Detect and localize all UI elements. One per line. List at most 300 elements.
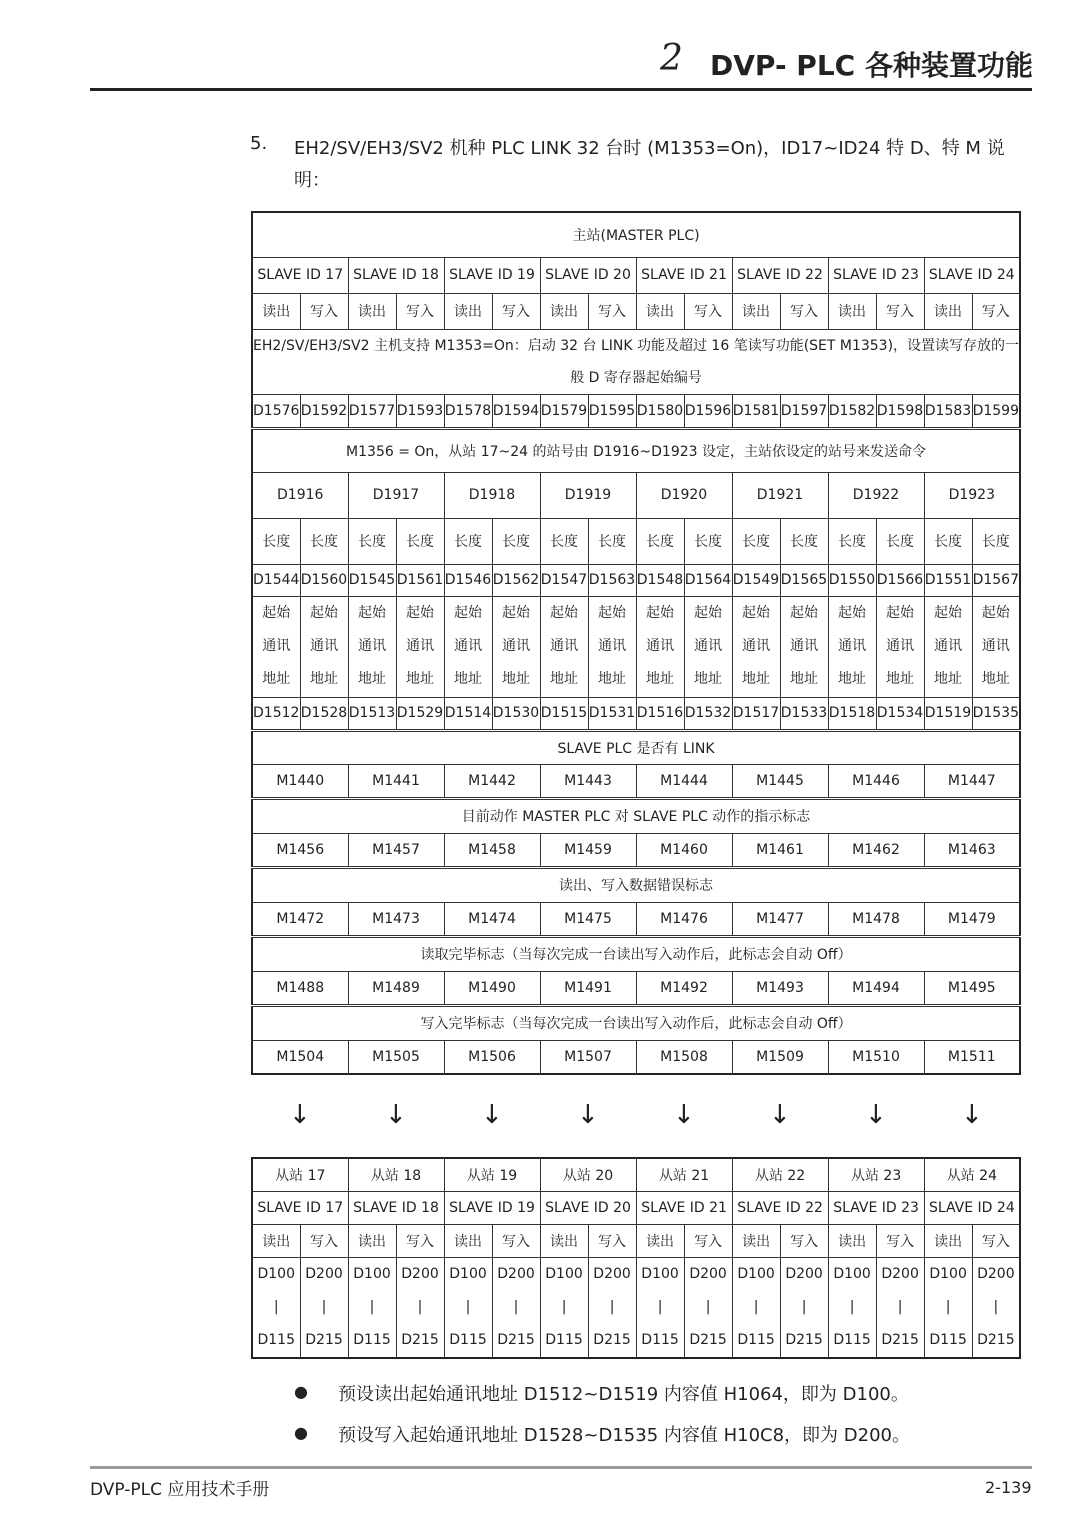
master-rw-cell: 写入: [876, 293, 924, 329]
bullet-2-dot: ●: [294, 1423, 308, 1442]
range-end: D115: [641, 1331, 679, 1348]
station-reg-cell: D1919: [540, 472, 636, 518]
slave-range-cell: [636, 1257, 684, 1358]
addr-label-line-2: 通讯: [454, 638, 482, 654]
d-length-cell: D1561: [396, 564, 444, 596]
addr-label-line-2: 通讯: [502, 638, 530, 654]
m-link-cell: M1444: [636, 764, 732, 798]
m-read-done-cell: M1493: [732, 971, 828, 1005]
slave-range-cell: [780, 1257, 828, 1358]
m-action-cell: M1459: [540, 833, 636, 867]
m-action-cell: M1461: [732, 833, 828, 867]
down-arrow-icon: ↓: [961, 1100, 983, 1130]
addr-label-cell: [348, 596, 396, 697]
slave-rw-cell: 写入: [396, 1224, 444, 1257]
addr-label-line-3: 地址: [406, 671, 434, 687]
m-read-done-cell: M1495: [924, 971, 1020, 1005]
d-addr-cell: D1516: [636, 697, 684, 730]
master-slave-id-cell: SLAVE ID 22: [732, 257, 828, 293]
addr-label-cell: [780, 596, 828, 697]
addr-label-line-3: 地址: [598, 671, 626, 687]
addr-label-line-1: 起始: [262, 605, 291, 621]
addr-label-line-1: 起始: [981, 605, 1010, 621]
d-start-cell: D1597: [780, 394, 828, 428]
footer-rule: [90, 1466, 1032, 1469]
slave-range-cell: [828, 1257, 876, 1358]
master-slave-id-cell: SLAVE ID 24: [924, 257, 1020, 293]
range-end: D115: [449, 1331, 487, 1348]
link-title: SLAVE PLC 是否有 LINK: [252, 730, 1020, 764]
down-arrow-icon: ↓: [289, 1100, 311, 1130]
addr-label-line-2: 通讯: [790, 638, 818, 654]
d-addr-cell: D1513: [348, 697, 396, 730]
range-bar: |: [465, 1298, 471, 1315]
item-number: 5.: [250, 133, 268, 154]
range-start: D200: [497, 1265, 535, 1282]
range-start: D200: [305, 1265, 343, 1282]
range-end: D215: [881, 1331, 919, 1348]
m-error-cell: M1472: [252, 902, 348, 936]
master-slave-id-cell: SLAVE ID 18: [348, 257, 444, 293]
d-addr-cell: D1517: [732, 697, 780, 730]
master-rw-cell: 读出: [252, 293, 300, 329]
slave-rw-cell: 读出: [924, 1224, 972, 1257]
m-action-cell: M1460: [636, 833, 732, 867]
addr-label-cell: [252, 596, 300, 697]
slave-range-cell: [300, 1257, 348, 1358]
slave-range-cell: [492, 1257, 540, 1358]
slave-range-cell: [732, 1257, 780, 1358]
station-reg-cell: D1923: [924, 472, 1020, 518]
addr-label-line-3: 地址: [550, 671, 578, 687]
d-start-cell: D1599: [972, 394, 1020, 428]
slave-rw-cell: 读出: [732, 1224, 780, 1257]
slave-range-cell: [684, 1257, 732, 1358]
d-length-cell: D1547: [540, 564, 588, 596]
d-length-cell: D1566: [876, 564, 924, 596]
range-bar: |: [321, 1298, 327, 1315]
master-slave-id-cell: SLAVE ID 23: [828, 257, 924, 293]
slave-rw-cell: 读出: [444, 1224, 492, 1257]
m-write-done-cell: M1504: [252, 1040, 348, 1074]
chapter-title: DVP- PLC 各种装置功能: [710, 49, 1033, 82]
d-length-cell: D1549: [732, 564, 780, 596]
length-label-cell: 长度: [300, 518, 348, 564]
addr-label-line-3: 地址: [838, 671, 866, 687]
slave-station-cell: 从站 19: [444, 1158, 540, 1191]
range-start: D200: [401, 1265, 439, 1282]
down-arrow-icon: ↓: [769, 1100, 791, 1130]
slave-rw-cell: 读出: [252, 1224, 300, 1257]
d-start-cell: D1579: [540, 394, 588, 428]
slave-id-cell: SLAVE ID 19: [444, 1191, 540, 1224]
addr-label-line-3: 地址: [790, 671, 818, 687]
range-start: D100: [545, 1265, 583, 1282]
length-label-cell: 长度: [684, 518, 732, 564]
m-link-cell: M1441: [348, 764, 444, 798]
m-error-cell: M1478: [828, 902, 924, 936]
down-arrow-icon: ↓: [385, 1100, 407, 1130]
addr-label-cell: [876, 596, 924, 697]
m-write-done-cell: M1509: [732, 1040, 828, 1074]
m-link-cell: M1446: [828, 764, 924, 798]
slave-id-cell: SLAVE ID 17: [252, 1191, 348, 1224]
range-start: D100: [353, 1265, 391, 1282]
addr-label-cell: [396, 596, 444, 697]
range-end: D215: [305, 1331, 343, 1348]
length-label-cell: 长度: [588, 518, 636, 564]
station-reg-cell: D1920: [636, 472, 732, 518]
slave-range-cell: [540, 1257, 588, 1358]
d-start-cell: D1576: [252, 394, 300, 428]
master-rw-cell: 写入: [396, 293, 444, 329]
addr-label-cell: [444, 596, 492, 697]
range-start: D200: [881, 1265, 919, 1282]
m-read-done-cell: M1488: [252, 971, 348, 1005]
slave-rw-cell: 写入: [780, 1224, 828, 1257]
d-start-cell: D1583: [924, 394, 972, 428]
length-label-cell: 长度: [876, 518, 924, 564]
addr-label-line-2: 通讯: [934, 638, 962, 654]
slave-rw-cell: 写入: [492, 1224, 540, 1257]
range-start: D200: [785, 1265, 823, 1282]
range-bar: |: [609, 1298, 615, 1315]
down-arrow-icon: ↓: [673, 1100, 695, 1130]
support-note: EH2/SV/EH3/SV2 主机支持 M1353=On：启动 32 台 LINK 功能及超过 16 笔读写功能(SET M1353)，设置读写存放的一般 D 寄存器起始编号: [252, 329, 1020, 394]
m-write-done-cell: M1505: [348, 1040, 444, 1074]
addr-label-line-3: 地址: [502, 671, 530, 687]
d-addr-cell: D1530: [492, 697, 540, 730]
length-label-cell: 长度: [636, 518, 684, 564]
d-addr-cell: D1519: [924, 697, 972, 730]
d-length-cell: D1560: [300, 564, 348, 596]
addr-label-cell: [732, 596, 780, 697]
addr-label-line-3: 地址: [454, 671, 482, 687]
m-read-done-cell: M1492: [636, 971, 732, 1005]
m-error-cell: M1474: [444, 902, 540, 936]
m-error-cell: M1477: [732, 902, 828, 936]
addr-label-line-2: 通讯: [694, 638, 722, 654]
d-addr-cell: D1514: [444, 697, 492, 730]
addr-label-cell: [684, 596, 732, 697]
master-slave-id-cell: SLAVE ID 17: [252, 257, 348, 293]
addr-label-line-1: 起始: [310, 605, 338, 621]
addr-label-line-1: 起始: [454, 605, 482, 621]
length-label-cell: 长度: [444, 518, 492, 564]
slave-station-cell: 从站 20: [540, 1158, 636, 1191]
length-label-cell: 长度: [924, 518, 972, 564]
down-arrow-icon: ↓: [577, 1100, 599, 1130]
slave-range-cell: [396, 1257, 444, 1358]
write-done-title: 写入完毕标志（当每次完成一台读出写入动作后，此标志会自动 Off）: [252, 1005, 1020, 1040]
range-bar: |: [945, 1298, 951, 1315]
station-reg-cell: D1917: [348, 472, 444, 518]
addr-label-line-1: 起始: [358, 605, 386, 621]
addr-label-line-2: 通讯: [550, 638, 578, 654]
d-start-cell: D1580: [636, 394, 684, 428]
range-start: D100: [257, 1265, 295, 1282]
length-label-cell: 长度: [732, 518, 780, 564]
d-start-cell: D1596: [684, 394, 732, 428]
m-write-done-cell: M1510: [828, 1040, 924, 1074]
range-end: D115: [737, 1331, 775, 1348]
master-title: 主站(MASTER PLC): [252, 212, 1020, 257]
m-link-cell: M1447: [924, 764, 1020, 798]
range-end: D215: [689, 1331, 727, 1348]
range-start: D100: [449, 1265, 487, 1282]
slave-id-cell: SLAVE ID 23: [828, 1191, 924, 1224]
d-length-cell: D1567: [972, 564, 1020, 596]
range-end: D115: [353, 1331, 391, 1348]
master-rw-cell: 读出: [540, 293, 588, 329]
bullet-2: 预设写入起始通讯地址 D1528~D1535 内容值 H10C8，即为 D200。: [338, 1425, 910, 1446]
length-label-cell: 长度: [972, 518, 1020, 564]
addr-label-line-2: 通讯: [358, 638, 386, 654]
master-rw-cell: 写入: [492, 293, 540, 329]
d-addr-cell: D1515: [540, 697, 588, 730]
range-end: D215: [785, 1331, 823, 1348]
range-end: D215: [497, 1331, 535, 1348]
addr-label-cell: [300, 596, 348, 697]
addr-label-line-2: 通讯: [310, 638, 338, 654]
range-end: D115: [929, 1331, 967, 1348]
slave-station-cell: 从站 23: [828, 1158, 924, 1191]
m-error-cell: M1479: [924, 902, 1020, 936]
addr-label-line-2: 通讯: [646, 638, 674, 654]
addr-label-line-3: 地址: [694, 671, 722, 687]
addr-label-line-2: 通讯: [406, 638, 434, 654]
length-label-cell: 长度: [540, 518, 588, 564]
d-start-cell: D1577: [348, 394, 396, 428]
range-bar: |: [705, 1298, 711, 1315]
range-bar: |: [417, 1298, 423, 1315]
addr-label-line-3: 地址: [310, 671, 338, 687]
master-rw-cell: 写入: [300, 293, 348, 329]
d-addr-cell: D1532: [684, 697, 732, 730]
d-start-cell: D1598: [876, 394, 924, 428]
m-link-cell: M1440: [252, 764, 348, 798]
d-length-cell: D1550: [828, 564, 876, 596]
slave-range-cell: [252, 1257, 300, 1358]
range-end: D115: [545, 1331, 583, 1348]
addr-label-line-1: 起始: [886, 605, 914, 621]
range-start: D100: [929, 1265, 967, 1282]
item-text: EH2/SV/EH3/SV2 机种 PLC LINK 32 台时 (M1353=On)，ID17~ID24 特 D、特 M 说明：: [294, 138, 1005, 191]
addr-label-cell: [588, 596, 636, 697]
addr-label-line-3: 地址: [262, 671, 291, 687]
addr-label-line-1: 起始: [790, 605, 818, 621]
m-link-cell: M1442: [444, 764, 540, 798]
range-start: D200: [977, 1265, 1015, 1282]
m-action-cell: M1458: [444, 833, 540, 867]
d-addr-cell: D1529: [396, 697, 444, 730]
down-arrow-icon: ↓: [481, 1100, 503, 1130]
m-write-done-cell: M1507: [540, 1040, 636, 1074]
range-end: D215: [593, 1331, 631, 1348]
slave-station-cell: 从站 22: [732, 1158, 828, 1191]
d-length-cell: D1544: [252, 564, 300, 596]
d-length-cell: D1548: [636, 564, 684, 596]
addr-label-line-1: 起始: [646, 605, 674, 621]
d-addr-cell: D1531: [588, 697, 636, 730]
m-read-done-cell: M1489: [348, 971, 444, 1005]
m-link-cell: M1443: [540, 764, 636, 798]
master-rw-cell: 读出: [924, 293, 972, 329]
m-error-cell: M1475: [540, 902, 636, 936]
station-reg-cell: D1916: [252, 472, 348, 518]
slave-rw-cell: 写入: [876, 1224, 924, 1257]
master-slave-id-cell: SLAVE ID 20: [540, 257, 636, 293]
read-done-title: 读取完毕标志（当每次完成一台读出写入动作后，此标志会自动 Off）: [252, 936, 1020, 971]
addr-label-line-1: 起始: [934, 605, 962, 621]
slave-rw-cell: 读出: [636, 1224, 684, 1257]
master-rw-cell: 写入: [972, 293, 1020, 329]
addr-label-line-2: 通讯: [262, 638, 291, 654]
d-addr-cell: D1535: [972, 697, 1020, 730]
d-addr-cell: D1518: [828, 697, 876, 730]
master-rw-cell: 读出: [636, 293, 684, 329]
length-label-cell: 长度: [492, 518, 540, 564]
chapter-number: 2: [660, 38, 683, 79]
m-action-cell: M1462: [828, 833, 924, 867]
d-start-cell: D1592: [300, 394, 348, 428]
m-action-cell: M1456: [252, 833, 348, 867]
slave-rw-cell: 读出: [348, 1224, 396, 1257]
range-end: D215: [401, 1331, 439, 1348]
range-end: D115: [833, 1331, 871, 1348]
range-start: D100: [737, 1265, 775, 1282]
master-slave-id-cell: SLAVE ID 21: [636, 257, 732, 293]
footer-left: DVP-PLC 应用技术手册: [90, 1480, 270, 1500]
master-table: [251, 211, 1021, 1075]
m-action-cell: M1457: [348, 833, 444, 867]
station-reg-cell: D1921: [732, 472, 828, 518]
range-bar: |: [897, 1298, 903, 1315]
addr-label-line-1: 起始: [502, 605, 530, 621]
slave-rw-cell: 读出: [828, 1224, 876, 1257]
m-write-done-cell: M1508: [636, 1040, 732, 1074]
range-bar: |: [753, 1298, 759, 1315]
d-start-cell: D1595: [588, 394, 636, 428]
length-label-cell: 长度: [348, 518, 396, 564]
master-rw-cell: 写入: [780, 293, 828, 329]
range-bar: |: [657, 1298, 663, 1315]
range-bar: |: [849, 1298, 855, 1315]
master-rw-cell: 读出: [444, 293, 492, 329]
master-rw-cell: 写入: [684, 293, 732, 329]
addr-label-line-2: 通讯: [886, 638, 914, 654]
addr-label-cell: [972, 596, 1020, 697]
m-write-done-cell: M1506: [444, 1040, 540, 1074]
master-rw-cell: 读出: [348, 293, 396, 329]
addr-label-line-1: 起始: [598, 605, 626, 621]
d-start-cell: D1593: [396, 394, 444, 428]
range-end: D115: [257, 1331, 295, 1348]
addr-label-line-3: 地址: [934, 671, 962, 687]
slave-id-cell: SLAVE ID 20: [540, 1191, 636, 1224]
slave-rw-cell: 写入: [972, 1224, 1020, 1257]
slave-station-cell: 从站 24: [924, 1158, 1020, 1191]
range-bar: |: [369, 1298, 375, 1315]
d-length-cell: D1564: [684, 564, 732, 596]
addr-label-line-3: 地址: [981, 671, 1010, 687]
d-length-cell: D1545: [348, 564, 396, 596]
addr-label-line-2: 通讯: [598, 638, 626, 654]
range-bar: |: [513, 1298, 519, 1315]
addr-label-line-2: 通讯: [838, 638, 866, 654]
slave-id-cell: SLAVE ID 18: [348, 1191, 444, 1224]
addr-label-line-2: 通讯: [981, 638, 1010, 654]
m-action-cell: M1463: [924, 833, 1020, 867]
d-start-cell: D1582: [828, 394, 876, 428]
range-bar: |: [273, 1298, 279, 1315]
d-length-cell: D1551: [924, 564, 972, 596]
master-slave-id-cell: SLAVE ID 19: [444, 257, 540, 293]
m-error-cell: M1476: [636, 902, 732, 936]
range-start: D100: [833, 1265, 871, 1282]
addr-label-cell: [492, 596, 540, 697]
slave-station-cell: 从站 21: [636, 1158, 732, 1191]
m-error-cell: M1473: [348, 902, 444, 936]
d-start-cell: D1578: [444, 394, 492, 428]
master-rw-cell: 读出: [732, 293, 780, 329]
length-label-cell: 长度: [252, 518, 300, 564]
addr-label-line-1: 起始: [406, 605, 434, 621]
d-addr-cell: D1528: [300, 697, 348, 730]
master-rw-cell: 读出: [828, 293, 876, 329]
range-start: D200: [689, 1265, 727, 1282]
slave-id-cell: SLAVE ID 24: [924, 1191, 1020, 1224]
slave-rw-cell: 读出: [540, 1224, 588, 1257]
slave-rw-cell: 写入: [588, 1224, 636, 1257]
addr-label-cell: [828, 596, 876, 697]
addr-label-cell: [924, 596, 972, 697]
d-length-cell: D1563: [588, 564, 636, 596]
station-reg-cell: D1922: [828, 472, 924, 518]
addr-label-line-1: 起始: [550, 605, 578, 621]
slave-rw-cell: 写入: [300, 1224, 348, 1257]
d-addr-cell: D1533: [780, 697, 828, 730]
slave-id-cell: SLAVE ID 21: [636, 1191, 732, 1224]
station-reg-cell: D1918: [444, 472, 540, 518]
slave-range-cell: [876, 1257, 924, 1358]
d-addr-cell: D1534: [876, 697, 924, 730]
slave-range-cell: [924, 1257, 972, 1358]
d-addr-cell: D1512: [252, 697, 300, 730]
m1356-note: M1356 = On，从站 17~24 的站号由 D1916~D1923 设定，主站依设定的站号来发送命令: [252, 428, 1020, 472]
range-bar: |: [801, 1298, 807, 1315]
slave-station-cell: 从站 17: [252, 1158, 348, 1191]
slave-table: [251, 1157, 1021, 1359]
d-length-cell: D1562: [492, 564, 540, 596]
m-read-done-cell: M1494: [828, 971, 924, 1005]
addr-label-line-2: 通讯: [742, 638, 770, 654]
length-label-cell: 长度: [828, 518, 876, 564]
slave-range-cell: [972, 1257, 1020, 1358]
slave-range-cell: [588, 1257, 636, 1358]
bullet-1-dot: ●: [294, 1382, 308, 1401]
slave-range-cell: [444, 1257, 492, 1358]
addr-label-line-3: 地址: [646, 671, 674, 687]
slave-rw-cell: 写入: [684, 1224, 732, 1257]
d-start-cell: D1581: [732, 394, 780, 428]
slave-range-cell: [348, 1257, 396, 1358]
d-length-cell: D1546: [444, 564, 492, 596]
m-read-done-cell: M1491: [540, 971, 636, 1005]
action-title: 目前动作 MASTER PLC 对 SLAVE PLC 动作的指示标志: [252, 798, 1020, 833]
m-read-done-cell: M1490: [444, 971, 540, 1005]
addr-label-cell: [540, 596, 588, 697]
